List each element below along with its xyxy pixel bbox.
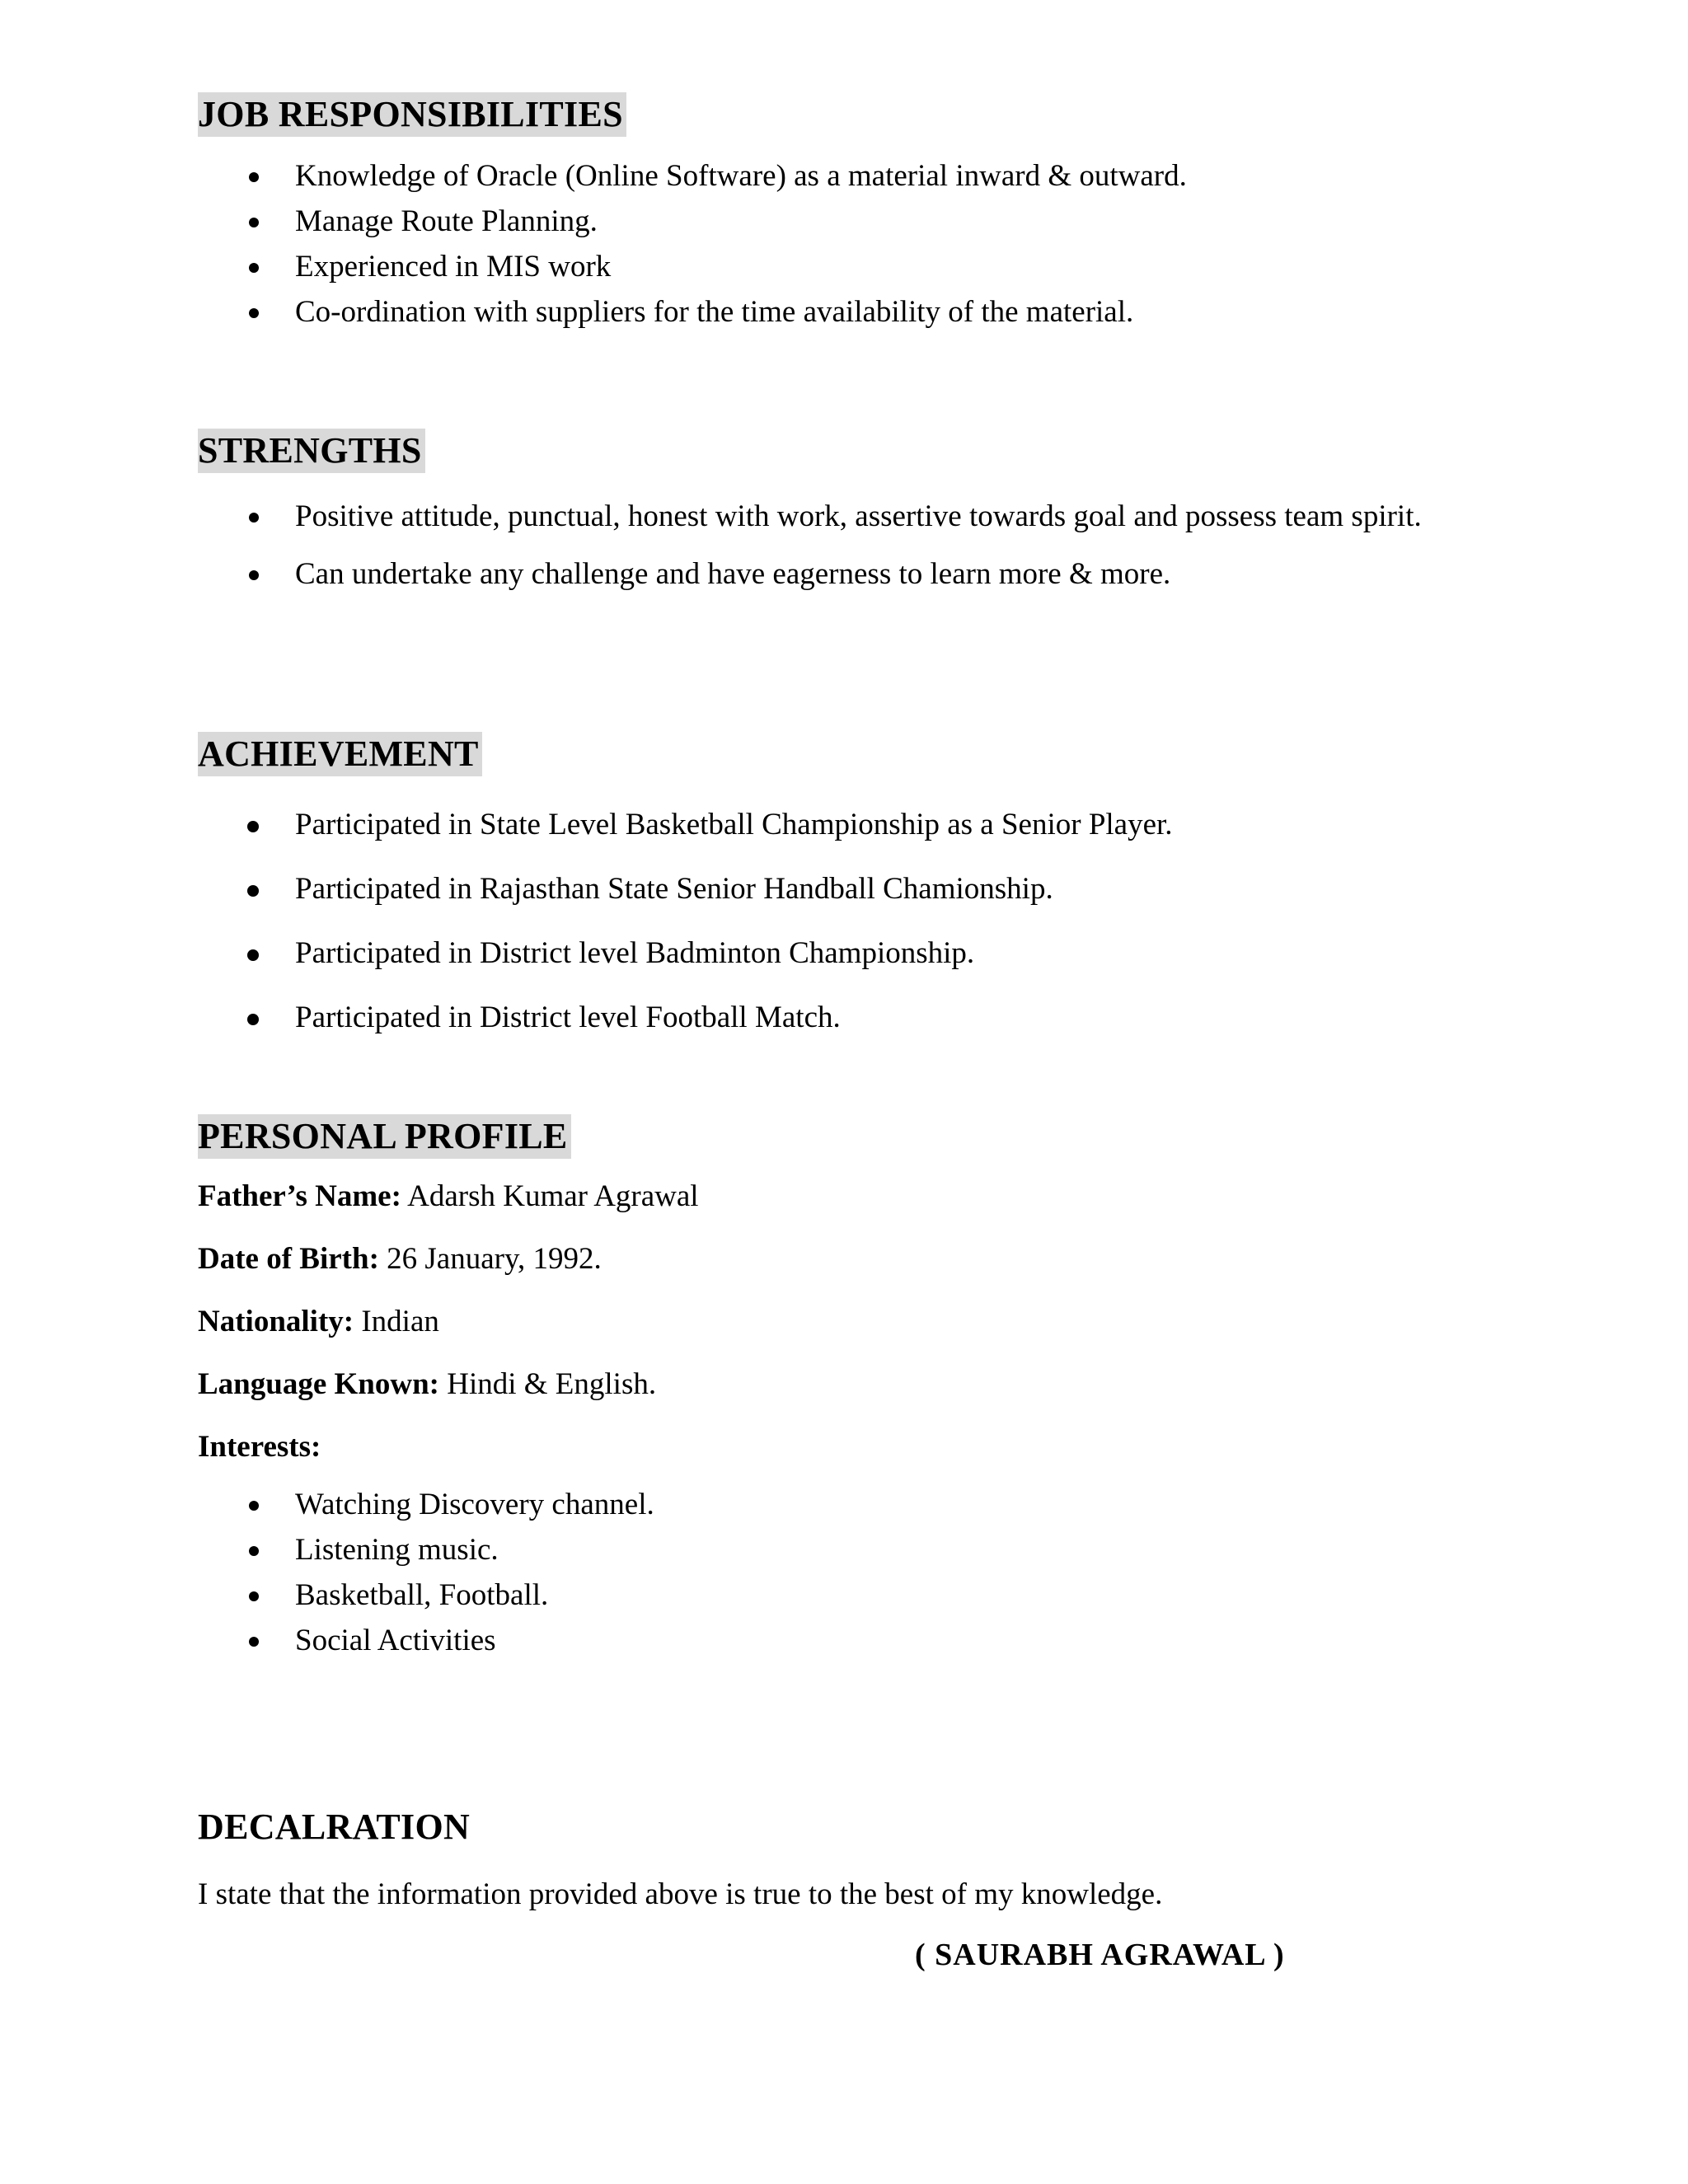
bullet-icon: [249, 513, 259, 523]
list-item: Participated in District level Football Match.: [198, 986, 1484, 1050]
fathers-name-label: Father’s Name:: [198, 1179, 401, 1213]
nationality-row: [198, 1291, 1484, 1353]
list-item: Participated in District level Badminton Championship.: [198, 921, 1484, 986]
job-responsibilities-section: [198, 92, 1484, 335]
list-item: Manage Route Planning.: [198, 199, 1484, 244]
personal-profile-section: [198, 1114, 1484, 1663]
bullet-icon: [247, 1014, 259, 1025]
job-responsibilities-list: [198, 153, 1484, 335]
personal-profile-heading: PERSONAL PROFILE: [198, 1114, 571, 1159]
bullet-icon: [247, 949, 259, 961]
list-item: Experienced in MIS work: [198, 244, 1484, 289]
bullet-icon: [249, 570, 259, 580]
signature: ( SAURABH AGRAWAL ): [915, 1938, 1285, 1972]
declaration-heading: DECALRATION: [198, 1807, 471, 1847]
strengths-list: [198, 488, 1484, 603]
bullet-icon: [247, 821, 259, 832]
nationality-label: Nationality:: [198, 1305, 354, 1338]
bullet-icon: [249, 218, 259, 227]
list-item: Watching Discovery channel.: [198, 1482, 1484, 1527]
bullet-icon: [249, 1637, 259, 1647]
declaration-section: [198, 1805, 1484, 1917]
list-item: Knowledge of Oracle (Online Software) as a material inward & outward.: [198, 153, 1484, 199]
language-row: [198, 1353, 1484, 1416]
fathers-name-value: Adarsh Kumar Agrawal: [407, 1179, 699, 1213]
language-value: Hindi & English.: [447, 1367, 657, 1401]
interests-row: [198, 1416, 1484, 1479]
bullet-icon: [249, 1501, 259, 1511]
declaration-text: I state that the information provided above is true to the best of my knowledge.: [198, 1877, 1163, 1911]
language-label: Language Known:: [198, 1367, 439, 1401]
nationality-value: Indian: [361, 1305, 439, 1338]
personal-profile-fields: [198, 1165, 1484, 1479]
list-item: Social Activities: [198, 1618, 1484, 1663]
bullet-icon: [249, 308, 259, 318]
bullet-icon: [249, 1591, 259, 1601]
job-responsibilities-heading: JOB RESPONSIBILITIES: [198, 92, 626, 137]
dob-label: Date of Birth:: [198, 1242, 379, 1276]
bullet-icon: [249, 263, 259, 273]
list-item: Basketball, Football.: [198, 1572, 1484, 1618]
list-item: Participated in State Level Basketball Championship as a Senior Player.: [198, 793, 1484, 857]
achievement-list: [198, 793, 1484, 1050]
list-item: Co-ordination with suppliers for the time availability of the material.: [198, 289, 1484, 335]
interests-label: Interests:: [198, 1430, 321, 1464]
interests-list: [198, 1482, 1484, 1663]
strengths-section: [198, 429, 1484, 603]
fathers-name-row: [198, 1165, 1484, 1228]
list-item: Participated in Rajasthan State Senior Handball Chamionship.: [198, 857, 1484, 921]
list-item: Listening music.: [198, 1527, 1484, 1572]
list-item: Positive attitude, punctual, honest with work, assertive towards goal and possess team spirit.: [198, 488, 1484, 546]
bullet-icon: [247, 885, 259, 897]
dob-row: [198, 1228, 1484, 1291]
list-item: Can undertake any challenge and have eagerness to learn more & more.: [198, 546, 1484, 603]
achievement-heading: ACHIEVEMENT: [198, 732, 482, 776]
bullet-icon: [249, 172, 259, 182]
bullet-icon: [249, 1546, 259, 1556]
dob-value: 26 January, 1992.: [387, 1242, 602, 1276]
achievement-section: [198, 732, 1484, 1050]
strengths-heading: STRENGTHS: [198, 429, 425, 473]
